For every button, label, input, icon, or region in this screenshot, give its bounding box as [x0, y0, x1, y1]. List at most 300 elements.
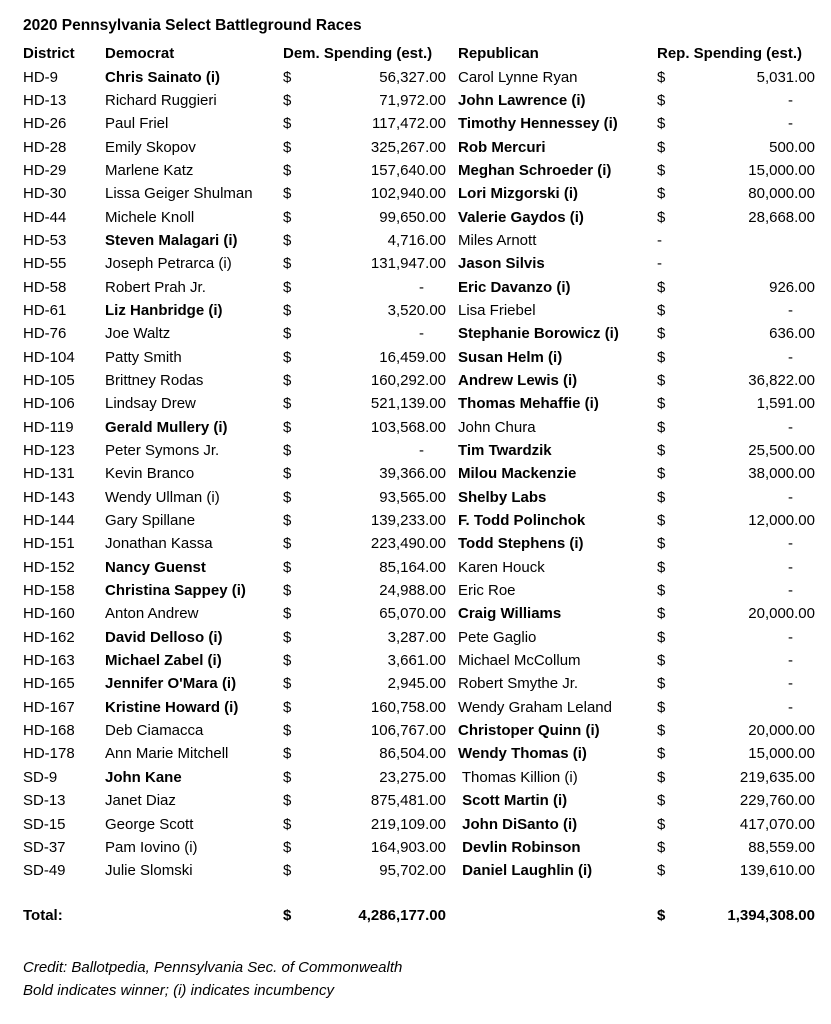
democrat-cell: Jonathan Kassa [105, 535, 213, 553]
table-row [23, 182, 815, 205]
district-cell: HD-119 [23, 418, 74, 436]
dollar-sign: $ [283, 535, 292, 553]
dollar-sign: $ [283, 582, 292, 600]
dem-spending-cell [283, 92, 446, 109]
rep-spending-cell [657, 232, 815, 249]
table-row [23, 205, 815, 228]
republican-cell: Pete Gaglio [458, 628, 537, 646]
dem-amount: 131,947.00 [370, 255, 446, 273]
dollar-sign: $ [283, 348, 292, 366]
dollar-sign: $ [283, 558, 292, 576]
rep-amount: - [788, 91, 793, 109]
democrat-cell: Peter Symons Jr. [105, 442, 220, 460]
table-row [23, 486, 815, 509]
district-cell: SD-37 [23, 838, 66, 856]
democrat-cell: Christina Sappey (i) [105, 582, 246, 600]
rep-amount: - [788, 675, 793, 693]
rep-spending-cell [657, 465, 815, 482]
dem-amount: 23,275.00 [379, 768, 446, 786]
dem-amount: 85,164.00 [379, 558, 446, 576]
dollar-sign: $ [657, 862, 666, 880]
dollar-sign: $ [657, 792, 666, 810]
rep-amount: - [788, 418, 793, 436]
rep-spending-cell [657, 512, 815, 529]
dem-amount: - [419, 325, 424, 343]
dollar-sign: $ [283, 395, 292, 413]
dem-spending-cell [283, 489, 446, 506]
dem-amount: 521,139.00 [370, 395, 446, 413]
democrat-cell: Lissa Geiger Shulman [105, 185, 253, 203]
table-row [23, 579, 815, 602]
republican-cell: Lisa Friebel [458, 301, 536, 319]
democrat-cell: Brittney Rodas [105, 371, 204, 389]
dem-spending-cell [283, 349, 446, 366]
dollar-sign: $ [283, 255, 292, 273]
table-row [23, 369, 815, 392]
table-row [23, 65, 815, 88]
dem-spending-cell [283, 185, 446, 202]
democrat-cell: Lindsay Drew [105, 395, 196, 413]
rep-spending-cell [657, 559, 815, 576]
dem-spending-cell [283, 255, 446, 272]
district-cell: HD-158 [23, 582, 75, 600]
rep-spending-cell [657, 162, 815, 179]
dem-spending-cell [283, 325, 446, 342]
dollar-sign: $ [657, 395, 666, 413]
rep-amount: 500.00 [769, 138, 815, 156]
republican-cell: Andrew Lewis (i) [458, 371, 578, 389]
district-cell: HD-55 [23, 255, 67, 273]
dollar-sign: $ [657, 675, 666, 693]
republican-cell: Milou Mackenzie [458, 465, 577, 483]
rep-spending-cell [657, 139, 815, 156]
header-dem-spending: Dem. Spending (est.) [283, 45, 433, 63]
dem-amount: 56,327.00 [379, 68, 446, 86]
rep-amount: 219,635.00 [739, 768, 815, 786]
rep-amount: 15,000.00 [748, 745, 815, 763]
dem-spending-cell [283, 535, 446, 552]
dem-spending-cell [283, 115, 446, 132]
democrat-cell: Jennifer O'Mara (i) [105, 675, 237, 693]
dollar-sign: $ [657, 68, 666, 86]
democrat-cell: Julie Slomski [105, 862, 193, 880]
total-dem-amount: 4,286,177.00 [358, 906, 446, 924]
republican-cell: John DiSanto (i) [458, 815, 578, 833]
democrat-cell: John Kane [105, 768, 182, 786]
dem-amount: 102,940.00 [370, 185, 446, 203]
rep-spending-cell [657, 769, 815, 786]
rep-spending-cell [657, 582, 815, 599]
district-cell: HD-76 [23, 325, 67, 343]
rep-spending-cell [657, 489, 815, 506]
table-row [23, 322, 815, 345]
dem-amount: 4,716.00 [387, 231, 446, 249]
rep-amount: - [788, 582, 793, 600]
democrat-cell: Janet Diaz [105, 792, 176, 810]
rep-amount: - [788, 558, 793, 576]
rep-spending-cell [657, 535, 815, 552]
dem-spending-cell [283, 699, 446, 716]
table-row [23, 135, 815, 158]
democrat-cell: Wendy Ullman (i) [105, 488, 220, 506]
rep-amount: - [788, 628, 793, 646]
dollar-sign: $ [283, 815, 292, 833]
dem-spending-cell [283, 675, 446, 692]
table-row [23, 345, 815, 368]
district-cell: HD-105 [23, 371, 75, 389]
dollar-sign: $ [657, 91, 666, 109]
dem-amount: - [419, 442, 424, 460]
rep-amount: 20,000.00 [748, 605, 815, 623]
district-cell: HD-104 [23, 348, 75, 366]
district-cell: HD-163 [23, 652, 75, 670]
republican-cell: Timothy Hennessey (i) [458, 115, 618, 133]
rep-spending-cell [657, 302, 815, 319]
rep-spending-cell [657, 69, 815, 86]
republican-cell: Susan Helm (i) [458, 348, 563, 366]
dem-spending-cell [283, 279, 446, 296]
dollar-sign: $ [657, 371, 666, 389]
republican-cell: John Chura [458, 418, 536, 436]
table-row [23, 112, 815, 135]
dem-amount: 117,472.00 [372, 115, 446, 133]
table-row [23, 672, 815, 695]
republican-cell: Michael McCollum [458, 652, 581, 670]
dollar-sign: $ [657, 278, 666, 296]
dollar-sign: $ [283, 301, 292, 319]
dem-amount: 223,490.00 [370, 535, 446, 553]
dollar-sign: $ [657, 465, 666, 483]
dollar-sign: $ [283, 862, 292, 880]
dem-spending-cell [283, 302, 446, 319]
district-cell: HD-165 [23, 675, 75, 693]
dollar-sign: $ [283, 768, 292, 786]
democrat-cell: Robert Prah Jr. [105, 278, 206, 296]
republican-cell: Jason Silvis [458, 255, 545, 273]
header-republican: Republican [458, 45, 539, 63]
table-row [23, 509, 815, 532]
dollar-sign: $ [283, 185, 292, 203]
rep-amount: - [788, 488, 793, 506]
rep-amount: 229,760.00 [739, 792, 815, 810]
dem-spending-cell [283, 629, 446, 646]
dem-spending-cell [283, 792, 446, 809]
table-row [23, 532, 815, 555]
header-rep-spending: Rep. Spending (est.) [657, 45, 803, 63]
republican-cell: Stephanie Borowicz (i) [458, 325, 619, 343]
table-row [23, 859, 815, 882]
democrat-cell: Joseph Petrarca (i) [105, 255, 232, 273]
republican-cell: Todd Stephens (i) [458, 535, 584, 553]
dem-amount: 24,988.00 [379, 582, 446, 600]
dem-spending-cell [283, 512, 446, 529]
dollar-sign: $ [657, 418, 666, 436]
dollar-sign: $ [283, 278, 292, 296]
dollar-sign: $ [283, 675, 292, 693]
dem-spending-cell [283, 769, 446, 786]
dem-spending-cell [283, 139, 446, 156]
total-row [23, 903, 815, 926]
dem-amount: 93,565.00 [379, 488, 446, 506]
rep-spending-cell [657, 92, 815, 109]
democrat-cell: Ann Marie Mitchell [105, 745, 229, 763]
dollar-sign: $ [657, 348, 666, 366]
dem-amount: 139,233.00 [370, 512, 446, 530]
dem-amount: 160,292.00 [370, 371, 446, 389]
dollar-sign: $ [657, 301, 666, 319]
republican-cell: Wendy Thomas (i) [458, 745, 587, 763]
democrat-cell: Marlene Katz [105, 161, 194, 179]
dollar-sign: $ [657, 161, 666, 179]
democrat-cell: David Delloso (i) [105, 628, 223, 646]
rep-amount: 139,610.00 [739, 862, 815, 880]
dem-amount: 99,650.00 [379, 208, 446, 226]
district-cell: HD-178 [23, 745, 75, 763]
rep-spending-cell [657, 745, 815, 762]
district-cell: HD-168 [23, 722, 75, 740]
republican-cell: Eric Roe [458, 582, 516, 600]
rep-spending-cell [657, 675, 815, 692]
district-cell: HD-58 [23, 278, 67, 296]
dem-amount: 157,640.00 [370, 161, 446, 179]
dollar-sign: $ [283, 161, 292, 179]
rep-amount: - [788, 348, 793, 366]
district-cell: HD-9 [23, 68, 59, 86]
republican-cell: Thomas Mehaffie (i) [458, 395, 599, 413]
republican-cell: Craig Williams [458, 605, 562, 623]
table-row [23, 766, 815, 789]
rep-spending-cell [657, 722, 815, 739]
dem-spending-cell [283, 419, 446, 436]
republican-cell: Meghan Schroeder (i) [458, 161, 612, 179]
dem-spending-cell [283, 232, 446, 249]
header-democrat: Democrat [105, 45, 175, 63]
republican-cell: Karen Houck [458, 558, 545, 576]
dem-amount: 86,504.00 [379, 745, 446, 763]
total-dem-spending-cell [283, 907, 446, 924]
rep-spending-cell [657, 862, 815, 879]
dollar-sign: $ [657, 185, 666, 203]
dollar-sign: $ [283, 465, 292, 483]
dem-amount: 3,520.00 [387, 301, 446, 319]
dollar-sign: $ [657, 722, 666, 740]
republican-cell: Robert Smythe Jr. [458, 675, 579, 693]
rep-amount: 5,031.00 [756, 68, 815, 86]
district-cell: HD-26 [23, 115, 67, 133]
republican-cell: Christoper Quinn (i) [458, 722, 600, 740]
district-cell: HD-162 [23, 628, 75, 646]
rep-amount: - [788, 698, 793, 716]
dem-amount: 95,702.00 [379, 862, 446, 880]
dollar-sign: $ [657, 582, 666, 600]
table-header-row [23, 42, 815, 65]
rep-amount: - [788, 535, 793, 553]
rep-amount: 417,070.00 [739, 815, 815, 833]
dollar-sign: $ [657, 512, 666, 530]
table-row [23, 252, 815, 275]
table-row [23, 299, 815, 322]
dem-amount: 65,070.00 [379, 605, 446, 623]
republican-cell: Daniel Laughlin (i) [458, 862, 593, 880]
table-rows [23, 65, 815, 882]
district-cell: HD-143 [23, 488, 75, 506]
credit-note: Credit: Ballotpedia, Pennsylvania Sec. of Commonwealth [23, 958, 403, 976]
rep-amount: 25,500.00 [748, 442, 815, 460]
dollar-sign: $ [283, 838, 292, 856]
dollar-sign: - [657, 255, 662, 273]
dollar-sign: $ [657, 628, 666, 646]
dollar-sign: $ [283, 488, 292, 506]
dem-spending-cell [283, 722, 446, 739]
rep-spending-cell [657, 816, 815, 833]
dollar-sign: $ [657, 652, 666, 670]
dem-spending-cell [283, 442, 446, 459]
district-cell: HD-106 [23, 395, 75, 413]
democrat-cell: Chris Sainato (i) [105, 68, 221, 86]
rep-amount: 15,000.00 [748, 161, 815, 179]
district-cell: HD-30 [23, 185, 67, 203]
democrat-cell: Kevin Branco [105, 465, 195, 483]
rep-spending-cell [657, 279, 815, 296]
rep-amount: 38,000.00 [748, 465, 815, 483]
republican-cell: Eric Davanzo (i) [458, 278, 571, 296]
dem-spending-cell [283, 582, 446, 599]
district-cell: HD-167 [23, 698, 75, 716]
dollar-sign: $ [283, 208, 292, 226]
rep-spending-cell [657, 325, 815, 342]
table-row [23, 742, 815, 765]
rep-spending-cell [657, 605, 815, 622]
republican-cell: Scott Martin (i) [458, 792, 568, 810]
total-label: Total: [23, 906, 63, 924]
dem-spending-cell [283, 862, 446, 879]
republican-cell: Carol Lynne Ryan [458, 68, 578, 86]
rep-spending-cell [657, 255, 815, 272]
dem-spending-cell [283, 559, 446, 576]
democrat-cell: Liz Hanbridge (i) [105, 301, 223, 319]
dollar-sign: $ [657, 138, 666, 156]
table-row [23, 789, 815, 812]
district-cell: HD-131 [23, 465, 75, 483]
table-row [23, 602, 815, 625]
dem-spending-cell [283, 652, 446, 669]
dollar-sign: $ [283, 325, 292, 343]
democrat-cell: Anton Andrew [105, 605, 199, 623]
district-cell: SD-13 [23, 792, 66, 810]
dollar-sign: $ [283, 442, 292, 460]
table-row [23, 626, 815, 649]
district-cell: SD-49 [23, 862, 66, 880]
district-cell: HD-53 [23, 231, 67, 249]
democrat-cell: George Scott [105, 815, 194, 833]
table-row [23, 836, 815, 859]
democrat-cell: Patty Smith [105, 348, 182, 366]
democrat-cell: Gary Spillane [105, 512, 196, 530]
democrat-cell: Deb Ciamacca [105, 722, 204, 740]
dem-amount: 16,459.00 [379, 348, 446, 366]
dollar-sign: $ [657, 442, 666, 460]
district-cell: HD-123 [23, 442, 75, 460]
republican-cell: Shelby Labs [458, 488, 547, 506]
rep-spending-cell [657, 395, 815, 412]
rep-spending-cell [657, 349, 815, 366]
dem-amount: 39,366.00 [379, 465, 446, 483]
table-row [23, 812, 815, 835]
table-row [23, 159, 815, 182]
dem-amount: 160,758.00 [370, 698, 446, 716]
dollar-sign: $ [283, 628, 292, 646]
table-row [23, 89, 815, 112]
table-row [23, 462, 815, 485]
democrat-cell: Steven Malagari (i) [105, 231, 238, 249]
republican-cell: Devlin Robinson [458, 838, 581, 856]
dem-spending-cell [283, 745, 446, 762]
dem-amount: 164,903.00 [370, 838, 446, 856]
district-cell: HD-151 [23, 535, 75, 553]
rep-spending-cell [657, 209, 815, 226]
dollar-sign: $ [657, 488, 666, 506]
dollar-sign: $ [283, 231, 292, 249]
table-row [23, 696, 815, 719]
rep-amount: 20,000.00 [748, 722, 815, 740]
district-cell: HD-13 [23, 91, 67, 109]
district-cell: HD-160 [23, 605, 75, 623]
table-row [23, 649, 815, 672]
rep-spending-cell [657, 372, 815, 389]
table-row [23, 275, 815, 298]
rep-spending-cell [657, 419, 815, 436]
dollar-sign: $ [657, 115, 666, 133]
republican-cell: Miles Arnott [458, 231, 537, 249]
rep-spending-cell [657, 629, 815, 646]
dollar-sign: $ [283, 745, 292, 763]
table-row [23, 556, 815, 579]
table-row [23, 229, 815, 252]
table-row [23, 439, 815, 462]
dem-spending-cell [283, 372, 446, 389]
rep-amount: 36,822.00 [748, 371, 815, 389]
rep-amount: 28,668.00 [748, 208, 815, 226]
rep-spending-cell [657, 699, 815, 716]
footer [23, 956, 815, 1002]
rep-amount: 926.00 [769, 278, 815, 296]
dollar-sign: $ [283, 418, 292, 436]
dollar-sign: $ [283, 792, 292, 810]
dem-spending-cell [283, 839, 446, 856]
rep-spending-cell [657, 792, 815, 809]
democrat-cell: Paul Friel [105, 115, 169, 133]
dollar-sign: $ [283, 605, 292, 623]
dollar-sign: $ [283, 652, 292, 670]
rep-amount: 88,559.00 [748, 838, 815, 856]
dollar-sign: $ [657, 838, 666, 856]
rep-amount: 80,000.00 [748, 185, 815, 203]
district-cell: HD-29 [23, 161, 67, 179]
democrat-cell: Kristine Howard (i) [105, 698, 239, 716]
dem-amount: - [419, 278, 424, 296]
dollar-sign: $ [283, 115, 292, 133]
republican-cell: Thomas Killion (i) [458, 768, 578, 786]
dollar-sign: $ [657, 558, 666, 576]
dem-spending-cell [283, 816, 446, 833]
district-cell: SD-9 [23, 768, 58, 786]
district-cell: HD-61 [23, 301, 67, 319]
dollar-sign: - [657, 231, 662, 249]
district-cell: HD-44 [23, 208, 67, 226]
republican-cell: Rob Mercuri [458, 138, 546, 156]
dem-amount: 3,661.00 [387, 652, 446, 670]
district-cell: HD-28 [23, 138, 67, 156]
